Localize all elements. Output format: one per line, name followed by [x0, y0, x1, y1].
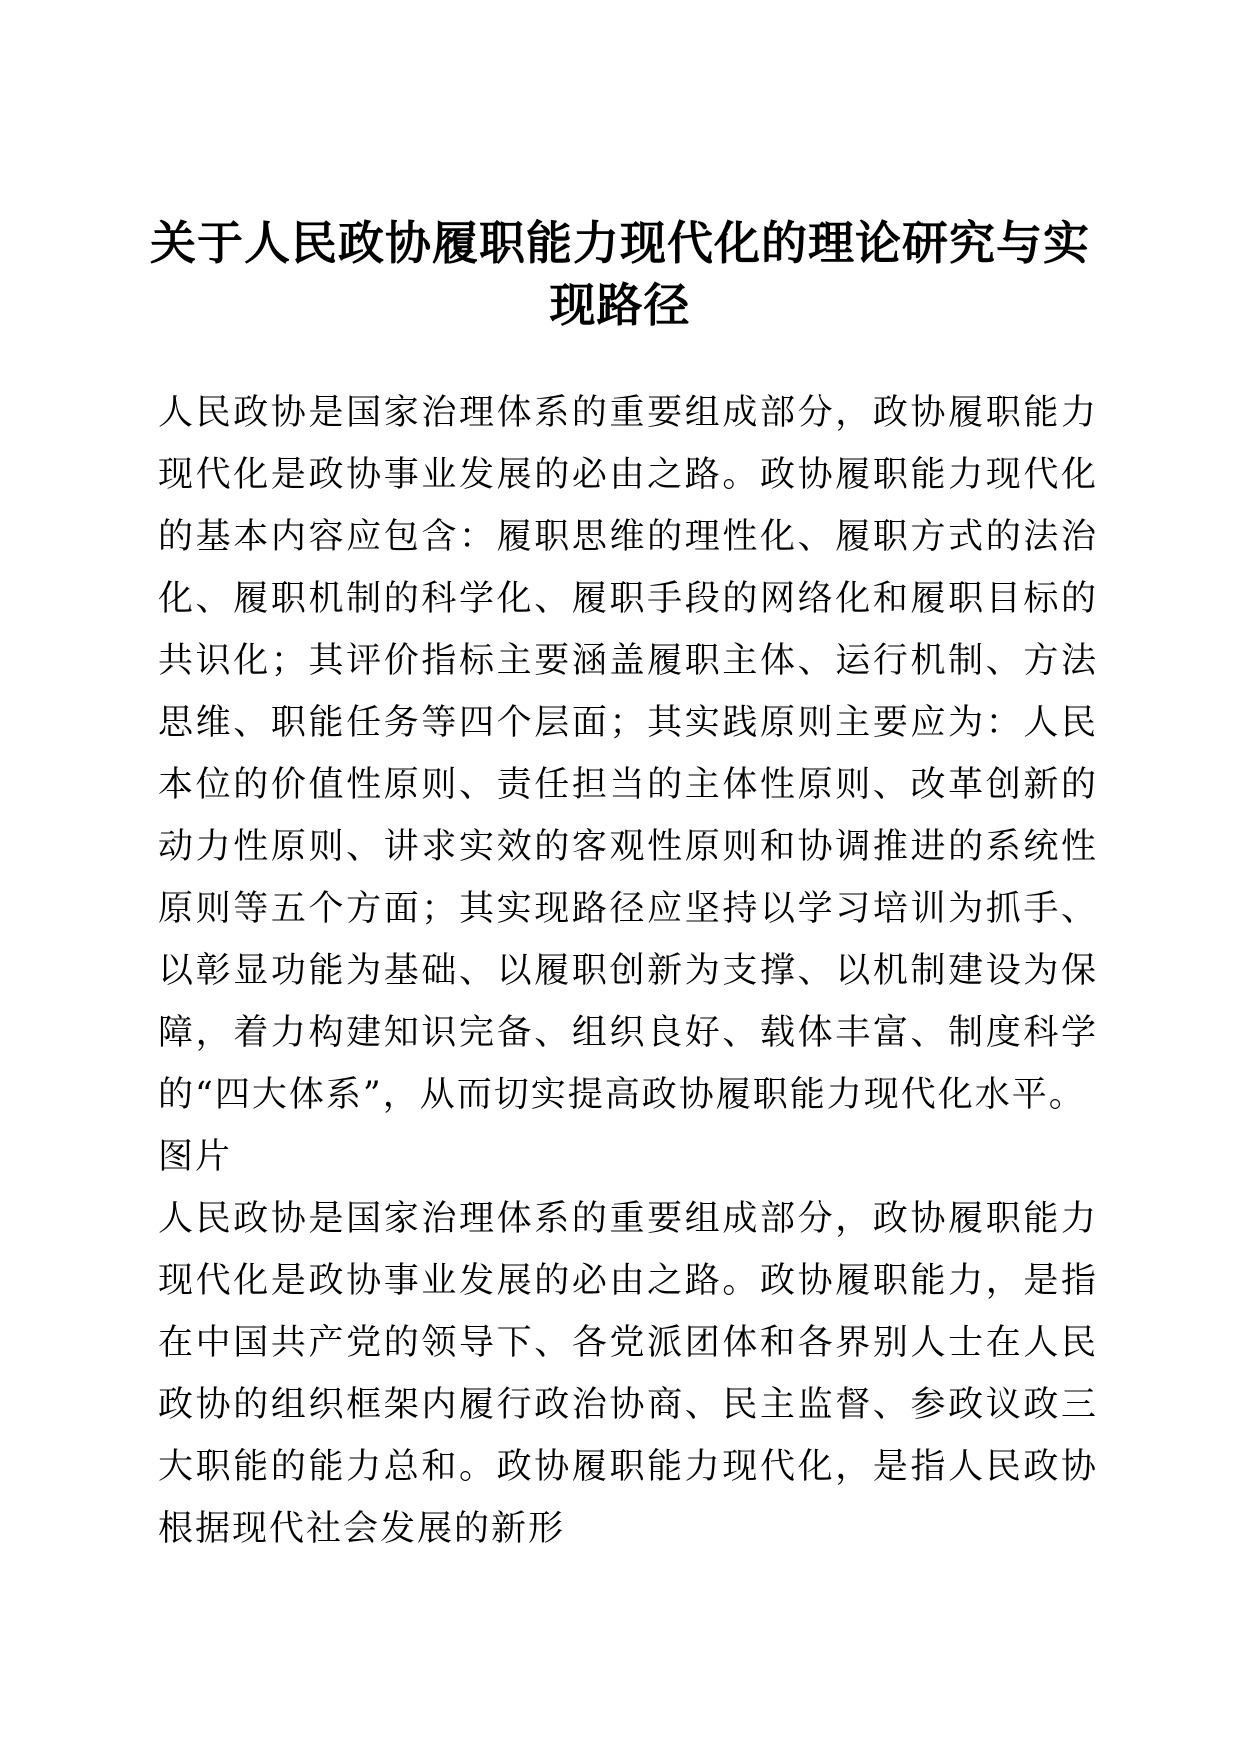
paragraph-intro: 人民政协是国家治理体系的重要组成部分，政协履职能力现代化是政协事业发展的必由之路。政协履职能力，是指在中国共产党的领导下、各党派团体和各界别人士在人民政协的组织框架内履行政治协商、民主监督、参政议政三大职能的能力总和。政协履职能力现代化，是指人民政协根据现代社会发展的新形	[158, 1199, 1098, 1549]
document-body	[158, 382, 1098, 1560]
paragraph-abstract: 人民政协是国家治理体系的重要组成部分，政协履职能力现代化是政协事业发展的必由之路。政协履职能力现代化的基本内容应包含：履职思维的理性化、履职方式的法治化、履职机制的科学化、履职手段的网络化和履职目标的共识化；其评价指标主要涵盖履职主体、运行机制、方法思维、职能任务等四个层面；其实践原则主要应为：人民本位的价值性原则、责任担当的主体性原则、改革创新的动力性原则、讲求实效的客观性原则和协调推进的系统性原则等五个方面；其实现路径应坚持以学习培训为抓手、以彰显功能为基础、以履职创新为支撑、以机制建设为保障，着力构建知识完备、组织良好、载体丰富、制度科学的“四大体系”，从而切实提高政协履职能力现代化水平。	[158, 393, 1098, 1115]
document-title: 关于人民政协履职能力现代化的理论研究与实现路径	[150, 216, 1090, 332]
image-caption: 图片	[158, 1137, 233, 1177]
